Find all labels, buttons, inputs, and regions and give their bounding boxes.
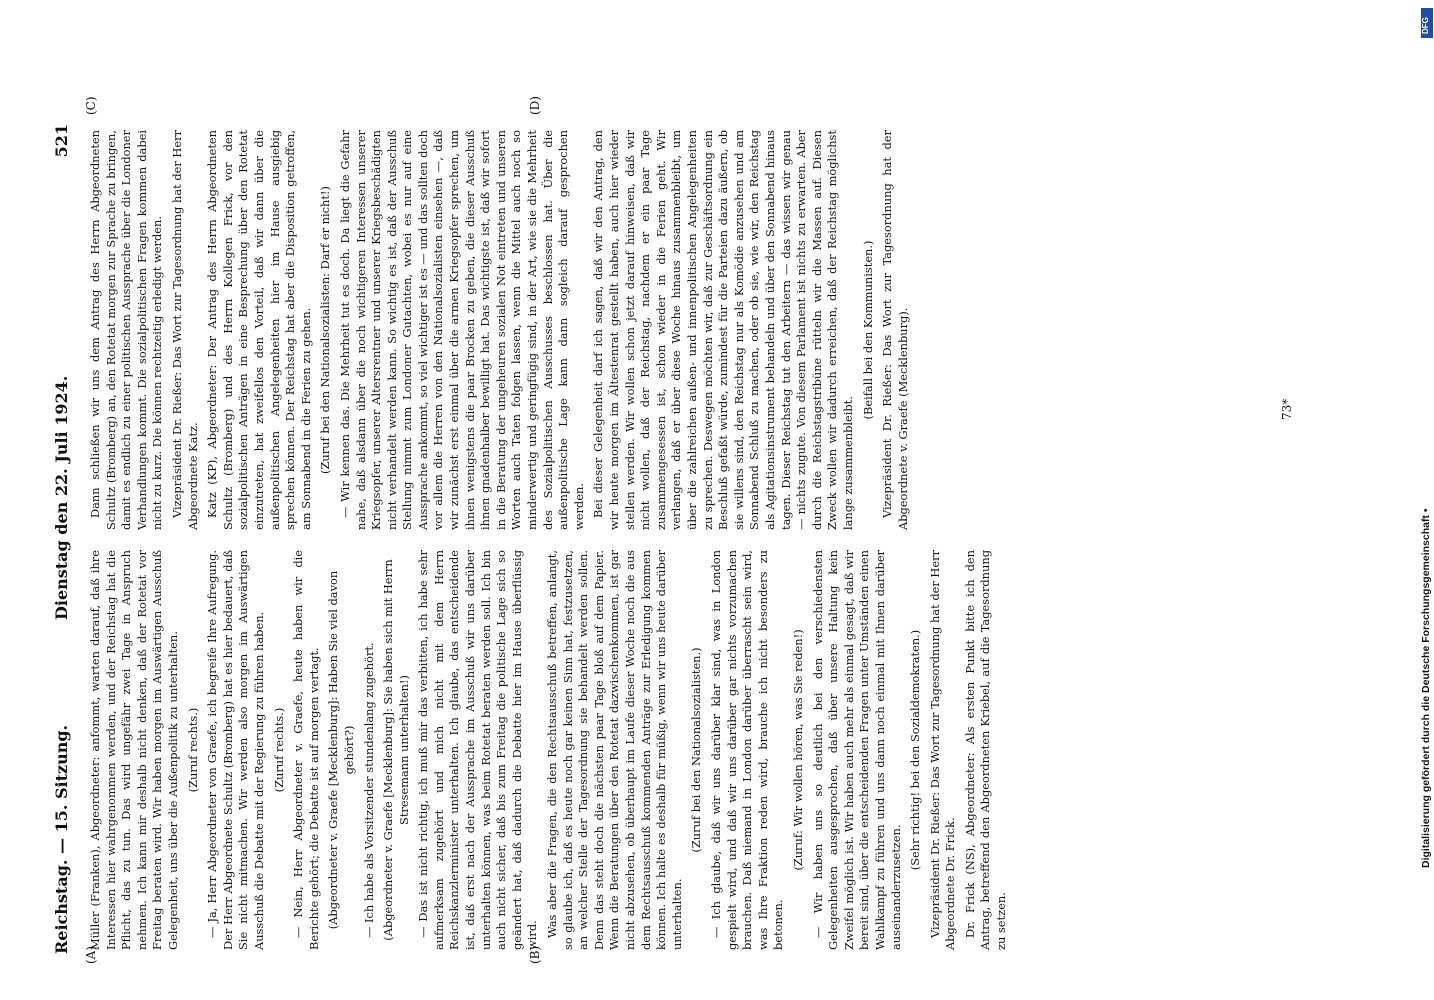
margin-mark-d: (D) <box>528 96 542 115</box>
page-number: 521 <box>52 124 71 158</box>
paragraph: Müller (Franken), Abgeordneter: anfommt, warten darauf, daß ihre Interessen hier wahrgenommen werden, und der Reichstag hat die Pflicht, das zu tun. Das wird ungefähr zwei Tage in Anspruch nehmen. Ich kann mir deshalb nicht denken, daß der Rotetat vor Freitag beraten wird. Wir haben morgen im Auswärtigen Ausschuß Gelegenheit, uns über die Außenpolitik zu unterhalten. <box>88 550 180 950</box>
margin-mark-c: (C) <box>84 96 98 115</box>
paragraph: Bei dieser Gelegenheit darf ich sagen, daß wir den Antrag, den wir heute morgen im Ältestenrat gestellt haben, auch hier wieder stellen werden. Wir wollen schon jetzt darauf hinweisen, daß wir nicht wollen, daß der Reichstag, nachdem er ein paar Tage zusammengesessen ist, schon wieder in die Ferien geht. Wir verlangen, daß er über diese Woche hinaus zusammenbleibt, um über die zahlreichen außen- und innenpolitischen Angelegenheiten zu sprechen. Deswegen möchten wir, daß zur Geschäftsordnung ein Beschluß gefaßt würde, zumindest für die Parteien dazu äußern, ob sie willens sind, den Reichstag nur als Komödie anzusehen und am Sonnabend Schluß zu machen, oder ob sie, wie wir, den Reichstag als Agitationsinstrument behandeln und über den Sonnabend hinaus tagen. Dieser Reichstag tut den Arbeitern — das wissen wir genau — nichts zugute. Von diesem Parlament ist nichts zu erwarten. Aber durch die Reichstagstribüne rütteln wir die Massen auf. Diesen Zweck wollen wir dadurch erreichen, daß der Reichstag möglichst lange zusammenbleibt. <box>591 130 855 530</box>
paragraph: — Ich glaube, daß wir uns darüber klar sind, was in London gespielt wird, und daß wir uns darüber gar nichts vorzumachen brauchen. Daß niemand in London darüber überrascht sein wird, was Ihre Fraktion reden wird, brauche ich nicht besonders zu betonen. <box>708 550 786 950</box>
paragraph: (Zuruf bei den Nationalsozialisten: Darf er nicht!) <box>318 186 333 474</box>
header-session: Reichstag. — 15. Sitzung. <box>52 724 71 954</box>
paragraph: Katz (KP), Abgeordneter: Der Antrag des Herrn Abgeordneten Schultz (Bromberg) und des Herrn Kollegen Frick, vor den sozialpolitischen Anträgen in eine Besprechung über den Rotetat einzutreten, hat zweifellos den Vorteil, daß wir dann über die außenpolitischen Angelegenheiten hier im Hause ausgiebig sprechen können. Der Reichstag hat aber die Disposition getroffen, am Sonnabend in die Ferien zu gehen. <box>205 130 313 530</box>
paragraph: (Zuruf rechts.) <box>271 707 286 793</box>
paragraph: Vizepräsident Dr. Rießer: Das Wort zur Tagesordnung hat der Herr Abgeordnete Katz. <box>169 130 200 530</box>
paragraph: (Zuruf rechts.) <box>185 707 200 793</box>
paragraph: (Zuruf: Wir wollen hören, was Sie reden!) <box>790 629 805 871</box>
paragraph: — Nein, Herr Abgeordneter v. Graefe, heute haben wir die Berichte gehört; die Debatte ist auf morgen vertagt. <box>291 550 321 950</box>
sheet-signature: 73* <box>1280 398 1294 420</box>
paragraph: Dann schließen wir uns dem Antrag des Herrn Abgeordneten Schultz (Bromberg) an, den Rotetat morgen zur Sprache zu bringen, damit es endlich zu einer politischen Aussprache über die Londoner Verhandlungen kommt. Die sozialpolitischen Fragen kommen dabei nicht zu kurz. Die können rechtzeitig erledigt werden. <box>88 130 165 530</box>
paragraph: (Zuruf bei den Nationalsozialisten.) <box>689 647 704 853</box>
header-date: Dienstag den 22. Juli 1924. <box>52 375 71 620</box>
paragraph: — Das ist nicht richtig, ich muß mir das verbitten, ich habe sehr aufmerksam zugehört und mich nicht mit dem Herrn Reichskanzlerminister unterhalten. Ich glaube, das entscheidende ist, daß erst nach der Aussprache im Ausschuß wir uns darüber unterhalten können, was beim Rotetat beraten werden soll. Ich bin auch nicht sicher, daß bis zum Freitag die politische Lage sich so geändert hat, daß dadurch die Debatte hier im Hause überflüssig wird. <box>416 550 540 950</box>
paragraph: Vizepräsident Dr. Rießer: Das Wort zur Tagesordnung hat der Abgeordnete v. Graefe (Mecklenburg). <box>880 130 910 530</box>
digitization-note-text: Digitalisierung gefördert durch die Deutsche Forschungsgemeinschaft • <box>1420 508 1432 868</box>
paragraph: — Wir haben uns so deutlich bei den verschiedensten Gelegenheiten ausgesprochen, daß über unsere Haltung kein Zweifel möglich ist. Wir haben auch mehr als einmal gesagt, daß wir bereit sind, über die entscheidenden Fragen unter Umständen einen Wahlkampf zu führen und uns dann noch einmal mit Ihnen darüber auseinanderzusetzen. <box>810 550 903 950</box>
dfg-logo: DFG <box>1421 8 1433 38</box>
digitization-note <box>1420 8 1434 868</box>
paragraph: — Ich habe als Vorsitzender stundenlang zugehört. <box>361 642 376 938</box>
paragraph: (Beifall bei den Kommunisten.) <box>860 240 875 420</box>
margin-mark-b: (B) <box>528 945 542 964</box>
paragraph: (Abgeordneter v. Graefe [Mecklenburg]: Haben Sie viel davon gehört?) <box>326 570 356 930</box>
paragraph: — Ja, Herr Abgeordneter von Graefe, ich begreife Ihre Aufregung. Der Herr Abgeordnete Schultz (Bromberg) hat es hier bedauert, daß Sie nicht mitmachen. Wir werden also morgen im Auswärtigen Ausschuß die Debatte mit der Regierung zu führen haben. <box>205 550 266 950</box>
right-column <box>88 130 1318 530</box>
paragraph: Dr. Frick (NS), Abgeordneter: Als ersten Punkt bitte ich den Antrag, betreffend den Abgeordneten Kriebel, auf die Tagesordnung zu setzen. <box>962 550 1009 950</box>
document-page <box>48 96 1328 964</box>
paragraph: Vizepräsident Dr. Rießer: Das Wort zur Tagesordnung hat der Herr Abgeordnete Dr. Frick. <box>927 550 958 950</box>
left-column <box>88 550 1318 950</box>
paragraph: Was aber die Fragen, die den Rechtsausschuß betreffen, anlangt, so glaube ich, daß es heute noch gar keinen Sinn hat, festzusetzen, an welcher Stelle der Tagesordnung sie behandelt werden sollen. Denn das steht doch die nächsten paar Tage bloß auf dem Papier. Wenn die Beratungen über den Rotetat dazwischenkommen, ist gar nicht abzusehen, ob überhaupt im Laufe dieser Woche noch die aus dem Rechtsausschuß kommenden Anträge zur Erledigung kommen können. Ich halte es deshalb für müßig, wenn wir uns heute darüber unterhalten. <box>545 550 684 950</box>
paragraph: (Abgeordneter v. Graefe [Mecklenburg]: Sie haben sich mit Herrn Stresemann unterhalten!) <box>381 559 411 941</box>
margin-mark-a: (A) <box>84 945 98 964</box>
paragraph: (Sehr richtig! bei den Sozialdemokraten.) <box>908 629 923 871</box>
paragraph: — Wir kennen das. Die Mehrheit tut es doch. Da liegt die Gefahr nahe, daß alsdann über die noch wichtigeren Interessen unserer Kriegsopfer, unserer Altersrentner und unserer Kriegsbeschädigten nicht verhandelt werden kann. So wichtig es ist, daß der Ausschuß Stellung nimmt zum Londoner Gutachten, wobei es nur auf eine Aussprache ankommt, so viel wichtiger ist es — und das sollten doch vor allem die Herren von den Nationalsozialisten einsehen —, daß wir zunächst erst einmal über die armen Kriegsopfer sprechen, um ihnen wenigstens die paar Brocken zu geben, die dieser Ausschuß ihnen gnadenhalber bewilligt hat. Das wichtigste ist, daß wir sofort in die Beratung der ungeheuren sozialen Not eintreten und unseren Worten auch Taten folgen lassen, wenn die Mittel auch noch so minderwertig und geringfügig sind, in der Art, wie sie die Mehrheit des Sozialpolitischen Ausschusses beschlossen hat. Über die außenpolitische Lage kann dann sogleich darauf gesprochen werden. <box>337 130 586 530</box>
page-header <box>48 120 78 960</box>
